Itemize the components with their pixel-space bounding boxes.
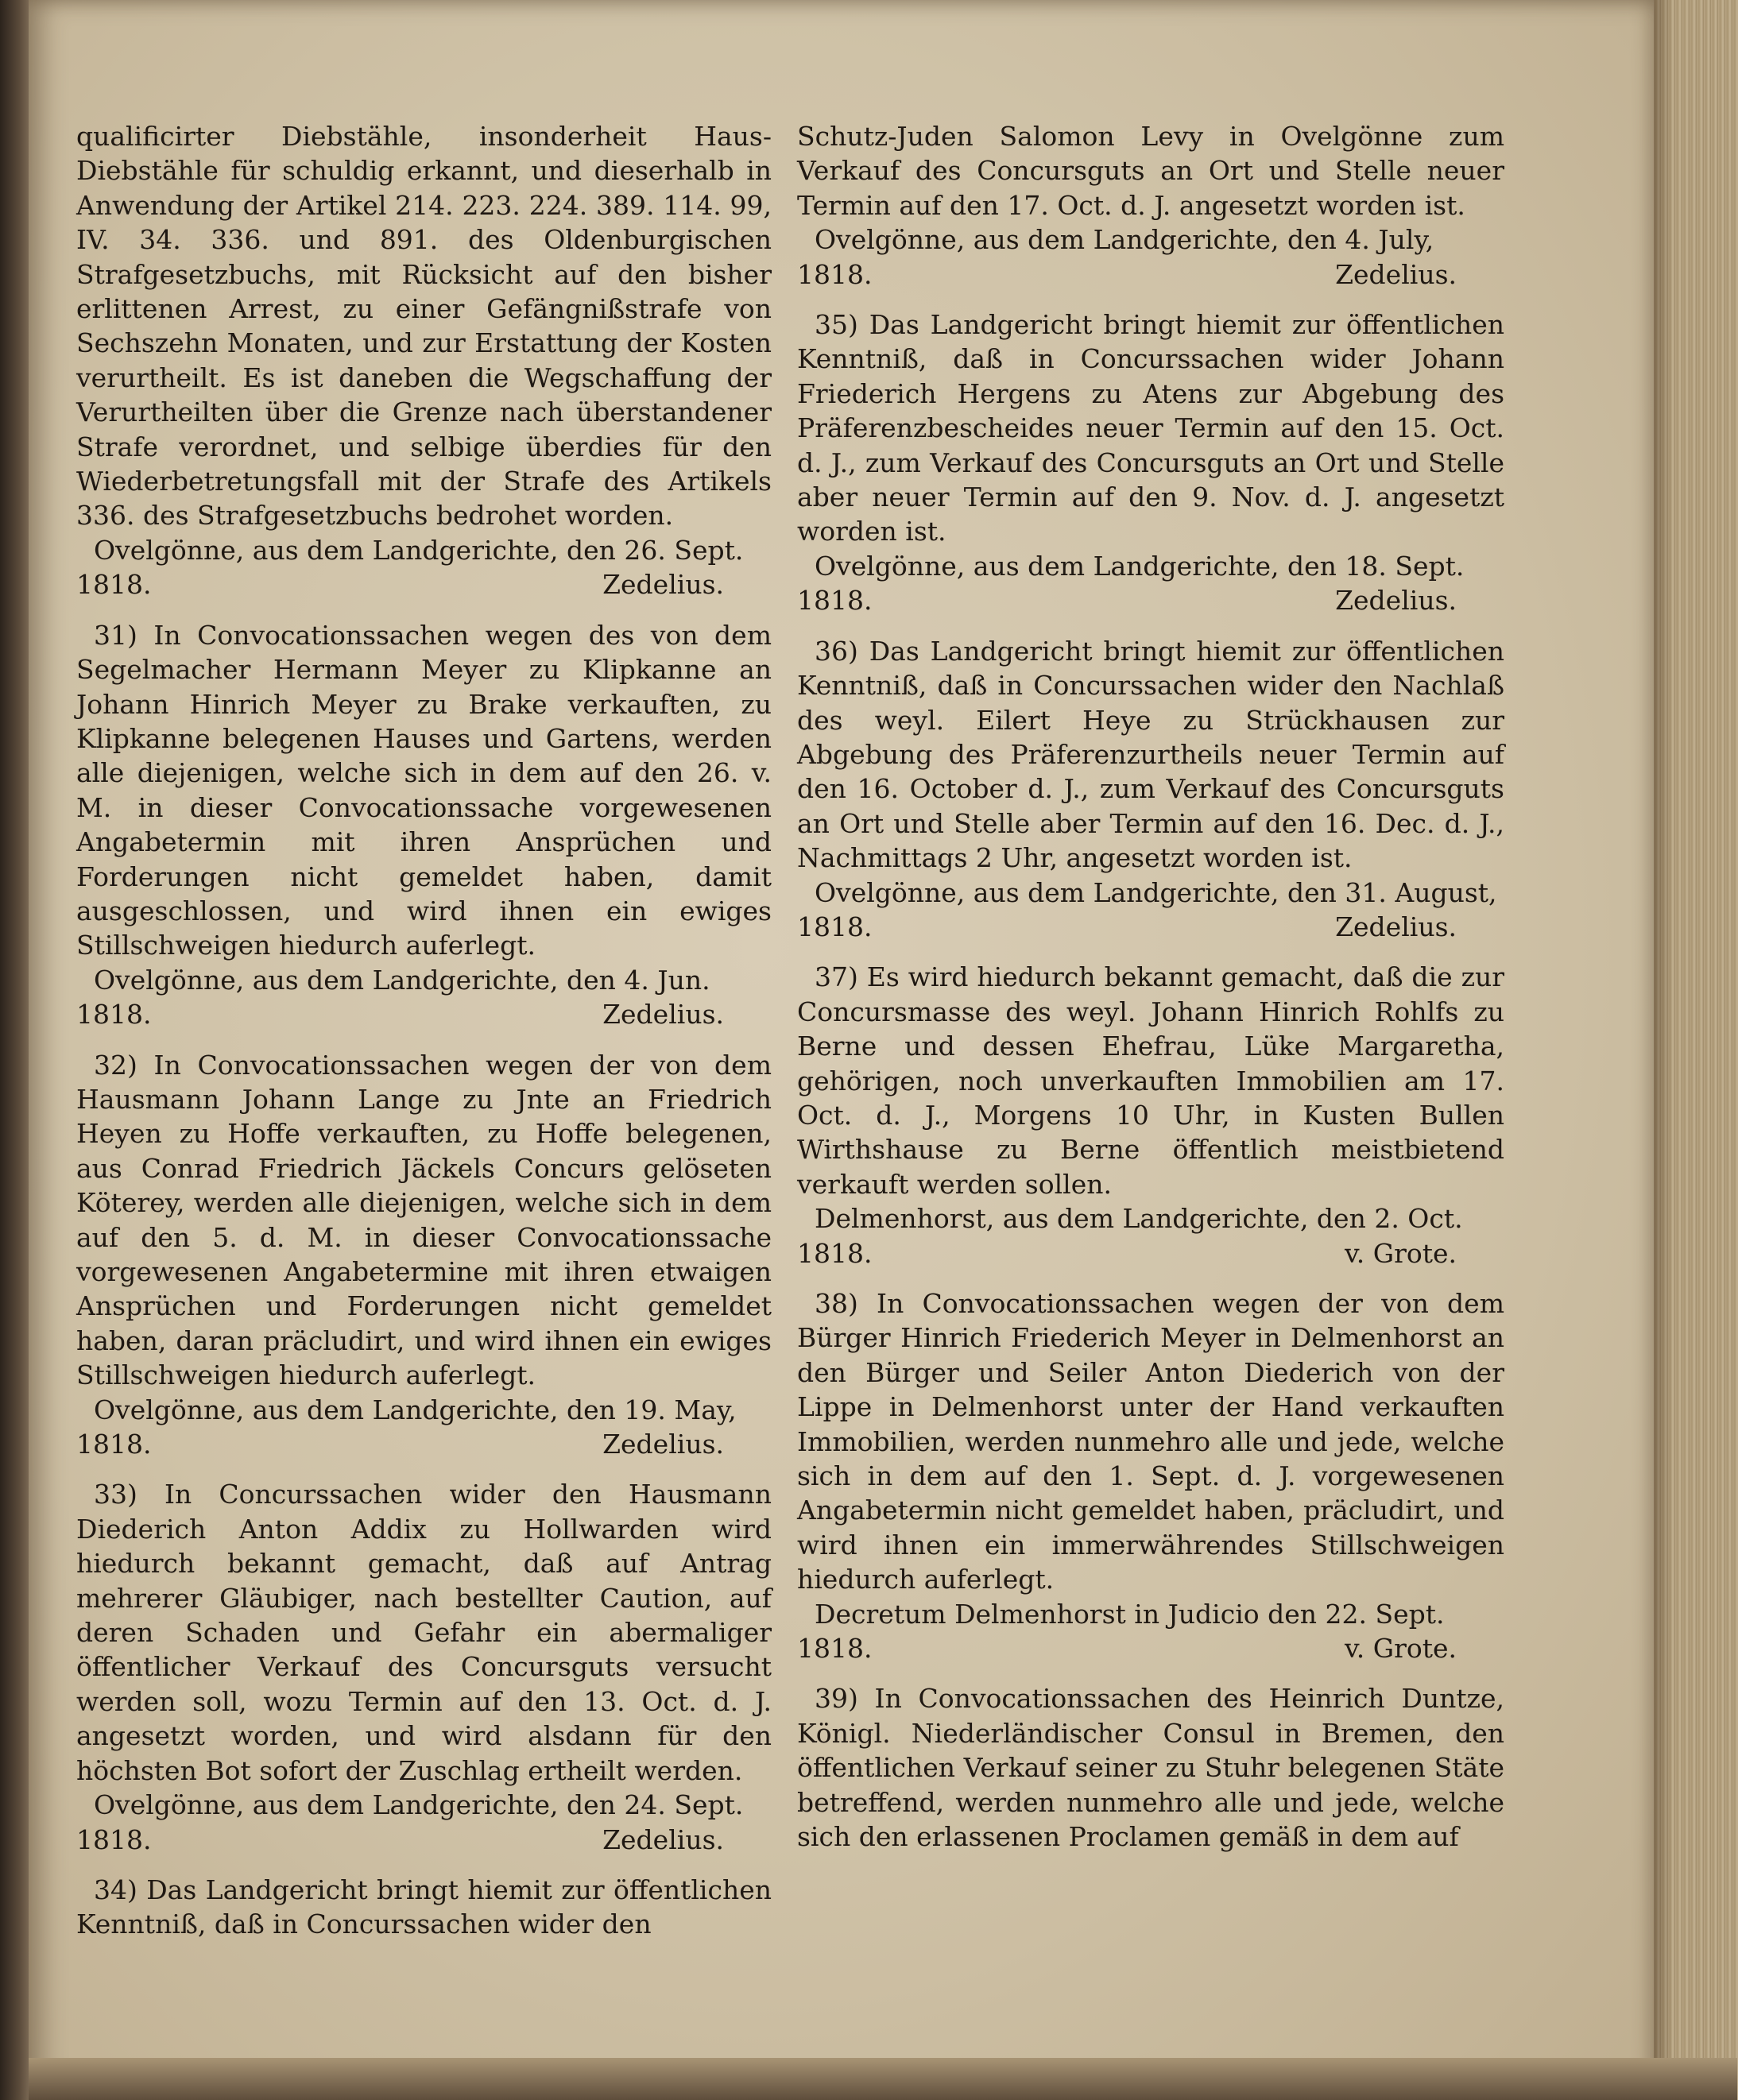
notice-36-signature: Zedelius. [1335,911,1457,942]
notice-32-signature: Zedelius. [602,1429,724,1460]
notice-33-year: 1818. [76,1823,152,1855]
notice-34-signoff [797,257,1504,292]
notice-31-text: 31) In Convocationssachen wegen des von dem Segelmacher Hermann Meyer zu Klipkanne an Johann Hinrich Meyer zu Brake verkauften, zu Klipkanne belegenen Hauses und Gartens, werden alle diejenigen, welche sich in dem auf den 26. v. M. in dieser Convocationssache vorgewesenen Angabetermin mit ihren Ansprüchen und Forderungen nicht gemeldet haben, damit ausgeschlossen, und wird ihnen ein ewiges Stillschweigen hiedurch auferlegt. [76,619,772,961]
notice-37-text: 37) Es wird hiedurch bekannt gemacht, daß die zur Concursmasse des weyl. Johann Hinrich Rohlfs zu Berne und dessen Ehefrau, Lüke Margaretha, gehörigen, noch unverkauften Immobilien am 17. Oct. d. J., Morgens 10 Uhr, in Kusten Bullen Wirthshause zu Berne öffentlich meistbietend verkauft werden sollen. [797,961,1504,1200]
notice-30-signature: Zedelius. [602,569,724,601]
notice-32-year: 1818. [76,1429,152,1460]
notice-34-year: 1818. [797,258,873,290]
notice-34-signature: Zedelius. [1335,258,1457,290]
notice-36-signoff [797,910,1504,944]
notice-36-place: Ovelgönne, aus dem Landgerichte, den 31. August, [815,876,1497,908]
book-bottom-edge [29,2058,1737,2100]
notice-38-year: 1818. [797,1633,873,1665]
notice-38-place: Decretum Delmenhorst in Judicio den 22. Sept. [815,1598,1445,1630]
notice-31-year: 1818. [76,999,152,1031]
notice-38-text: 38) In Convocationssachen wegen der von dem Bürger Hinrich Friederich Meyer in Delmenhorst an den Bürger und Seiler Anton Diederich von der Lippe in Delmenhorst unter der Hand verkauften Immobilien, werden nunmehro alle und jede, welche sich in dem auf den 1. Sept. d. J. vorgewesenen Angabetermin nicht gemeldet haben, präcludirt, und wird ihnen ein immerwährendes Stillschweigen hiedurch auferlegt. [797,1288,1504,1595]
notice-32-place: Ovelgönne, aus dem Landgerichte, den 19. May, [94,1394,737,1425]
notice-34-text-start: 34) Das Landgericht bringt hiemit zur öffentlichen Kenntniß, daß in Concurssachen wider den [76,1874,772,1940]
notice-37-signoff [797,1236,1504,1270]
right-column [797,119,1504,1854]
notice-31-place: Ovelgönne, aus dem Landgerichte, den 4. Jun. [94,964,710,996]
notice-35-signature: Zedelius. [1335,585,1457,617]
page-fold-shadow [1654,0,1673,2100]
notice-37-year: 1818. [797,1237,873,1269]
notice-30-year: 1818. [76,569,152,601]
notice-38-signoff [797,1631,1504,1665]
notice-33-signature: Zedelius. [602,1823,724,1855]
notice-32-text: 32) In Convocationssachen wegen der von dem Hausmann Johann Lange zu Jnte an Friedrich Heyen zu Hoffe verkauften, zu Hoffe belegenen, aus Conrad Friedrich Jäckels Concurs gelöseten Köterey, werden alle diejenigen, welche sich in dem auf den 5. d. M. in dieser Convocationssache vorgewesenen Angabetermine mit ihren etwaigen Ansprüchen und Forderungen nicht gemeldet haben, daran präcludirt, und wird ihnen ein ewiges Stillschweigen hiedurch auferlegt. [76,1049,772,1391]
notice-36-text: 36) Das Landgericht bringt hiemit zur öffentlichen Kenntniß, daß in Concurssachen wider den Nachlaß des weyl. Eilert Heye zu Strückhausen zur Abgebung des Präferenzurtheils neuer Termin auf den 16. October d. J., zum Verkauf des Concursguts an Ort und Stelle aber Termin auf den 16. Dec. d. J., Nachmittags 2 Uhr, angesetzt worden ist. [797,635,1504,874]
notice-31-signature: Zedelius. [602,999,724,1031]
notice-35-place: Ovelgönne, aus dem Landgerichte, den 18. Sept. [815,550,1465,582]
notice-32-signoff [76,1427,772,1461]
notice-33-signoff [76,1823,772,1857]
notice-34-text-continued: Schutz-Juden Salomon Levy in Ovelgönne zum Verkauf des Concursguts an Ort und Stelle neuer Termin auf den 17. Oct. d. J. angesetzt worden ist. [797,121,1504,221]
notice-33-text: 33) In Concurssachen wider den Hausmann Diederich Anton Addix zu Hollwarden wird hiedurch bekannt gemacht, daß auf Antrag mehrerer Gläubiger, nach bestellter Caution, auf deren Schaden und Gefahr ein abermaliger öffentlicher Verkauf des Concursguts versucht werden soll, wozu Termin auf den 13. Oct. d. J. angesetzt worden, und wird alsdann für den höchsten Bot sofort der Zuschlag ertheilt werden. [76,1479,772,1786]
notice-30-text: qualificirter Diebstähle, insonderheit Haus-Diebstähle für schuldig erkannt, und dieserhalb in Anwendung der Artikel 214. 223. 224. 389. 114. 99, IV. 34. 336. und 891. des Oldenburgischen Strafgesetzbuchs, mit Rücksicht auf den bisher erlittenen Arrest, zu einer Gefängnißstrafe von Sechszehn Monaten, und zur Erstattung der Kosten verurtheilt. Es ist daneben die Wegschaffung der Verurtheilten über die Grenze nach überstandener Strafe verordnet, und selbige überdies für den Wiederbetretungsfall mit der Strafe des Artikels 336. des Strafgesetzbuchs bedrohet worden. [76,121,772,532]
left-column [76,119,772,1942]
notice-38-signature: v. Grote. [1345,1633,1457,1665]
notice-39-text: 39) In Convocationssachen des Heinrich Duntze, Königl. Niederländischer Consul in Bremen, den öffentlichen Verkauf seiner zu Stuhr belegenen Stäte betreffend, werden nunmehro alle und jede, welche sich den erlassenen Proclamen gemäß in dem auf [797,1683,1504,1853]
notice-35-text: 35) Das Landgericht bringt hiemit zur öffentlichen Kenntniß, daß in Concurssachen wider Johann Friederich Hergens zu Atens zur Abgebung des Präferenzbescheides neuer Termin auf den 15. Oct. d. J., zum Verkauf des Concursguts an Ort und Stelle aber neuer Termin auf den 9. Nov. d. J. angesetzt worden ist. [797,309,1504,547]
notice-35-signoff [797,583,1504,617]
notice-34-place: Ovelgönne, aus dem Landgerichte, den 4. July, [815,224,1434,256]
notice-37-place: Delmenhorst, aus dem Landgerichte, den 2. Oct. [815,1203,1463,1235]
notice-30-place: Ovelgönne, aus dem Landgerichte, den 26. Sept. [94,534,744,566]
notice-35-year: 1818. [797,585,873,617]
notice-30-signoff [76,567,772,601]
notice-37-signature: v. Grote. [1345,1237,1457,1269]
notice-33-place: Ovelgönne, aus dem Landgerichte, den 24. Sept. [94,1789,744,1821]
notice-31-signoff [76,997,772,1031]
notice-36-year: 1818. [797,911,873,942]
